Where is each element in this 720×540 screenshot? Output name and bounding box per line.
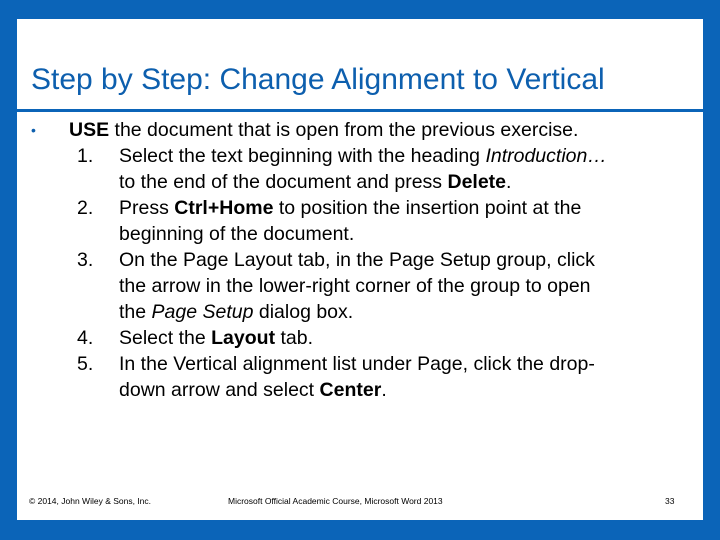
step-text: tab. [275, 327, 314, 349]
step-line [119, 325, 691, 351]
step-text: down arrow and select [119, 379, 320, 401]
step-line [119, 143, 691, 169]
step-number: 2. [77, 197, 94, 219]
footer-course: Microsoft Official Academic Course, Microsoft Word 2013 [228, 496, 443, 506]
step-line [119, 169, 691, 195]
step-text: . [506, 171, 512, 193]
steps-list [31, 143, 691, 403]
step-line [119, 351, 691, 377]
step-item [31, 325, 691, 351]
step-number: 5. [77, 353, 94, 375]
step-line [119, 247, 691, 273]
step-text: Center [319, 379, 382, 401]
step-text: to position the insertion point at the [273, 197, 582, 219]
title-divider [17, 109, 703, 112]
step-number: 1. [77, 145, 94, 167]
step-text: In the Vertical alignment list under Page, click the drop- [119, 353, 595, 375]
bullet-bold-lead: USE [69, 119, 110, 141]
step-item [31, 247, 691, 325]
step-line [119, 195, 691, 221]
step-item [31, 351, 691, 403]
step-text: dialog box. [253, 301, 354, 323]
step-text: Press [119, 197, 175, 219]
step-text: Layout [211, 327, 276, 349]
slide-title: Step by Step: Change Alignment to Vertical [31, 63, 605, 96]
step-text: . [381, 379, 387, 401]
footer-page-number: 33 [665, 496, 675, 506]
bullet-item [31, 117, 691, 143]
step-item [31, 195, 691, 247]
step-text: Ctrl+Home [174, 197, 274, 219]
step-item [31, 143, 691, 195]
step-text: Delete [447, 171, 507, 193]
step-text: Page Setup [151, 301, 254, 323]
step-text: Select the text beginning with the heading [119, 145, 486, 167]
step-text: to the end of the document and press [119, 171, 448, 193]
step-line [119, 221, 691, 247]
step-text: Select the [119, 327, 212, 349]
step-line [119, 299, 691, 325]
step-text: On the Page Layout tab, in the Page Setup group, click [119, 249, 595, 271]
step-text: the [119, 301, 152, 323]
step-line [119, 377, 691, 403]
step-text: Introduction… [485, 145, 607, 167]
step-text: beginning of the document. [119, 223, 355, 245]
slide [17, 19, 703, 520]
slide-content [31, 117, 691, 403]
footer-copyright: © 2014, John Wiley & Sons, Inc. [29, 496, 152, 506]
step-line [119, 273, 691, 299]
step-number: 3. [77, 249, 94, 271]
bullet-icon: • [31, 122, 36, 138]
step-number: 4. [77, 327, 94, 349]
step-text: the arrow in the lower-right corner of the group to open [119, 275, 591, 297]
bullet-text: the document that is open from the previous exercise. [109, 119, 579, 141]
